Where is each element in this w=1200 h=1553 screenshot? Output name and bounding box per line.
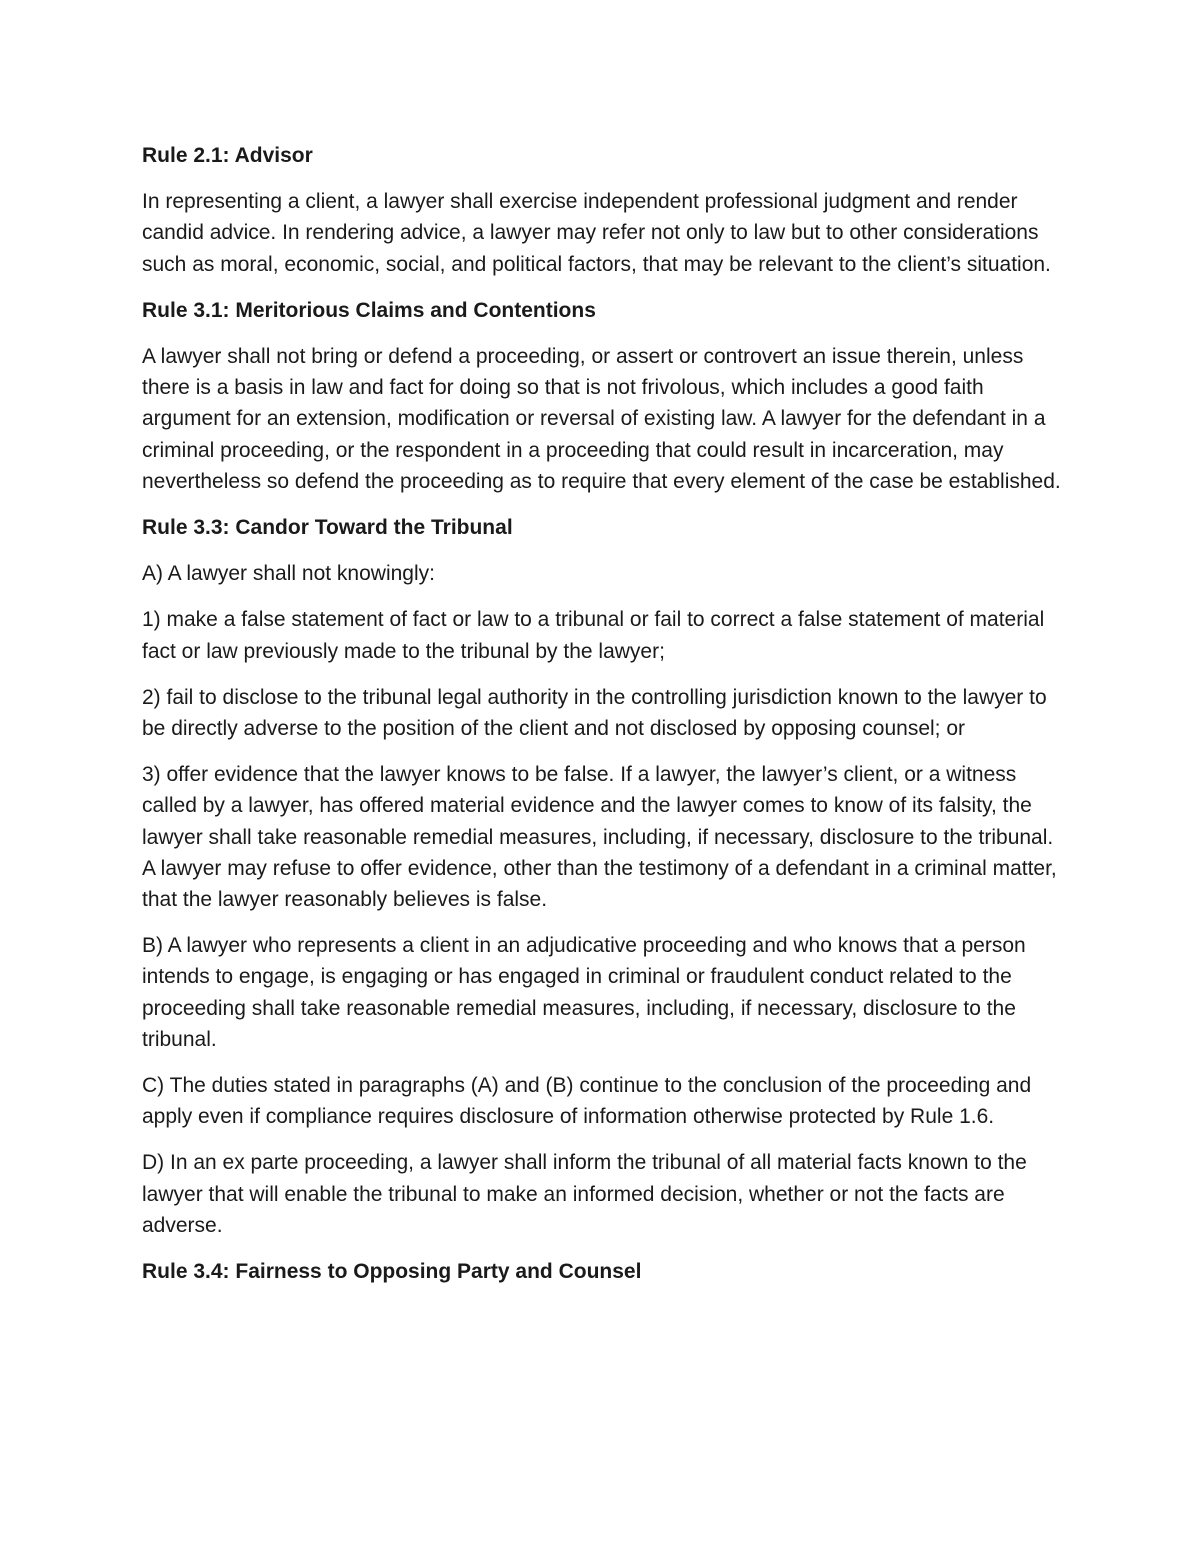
paragraph: 1) make a false statement of fact or law to a tribunal or fail to correct a false statement of material fact or law previously made to the tribunal by the lawyer; <box>142 608 1045 663</box>
rule-3-1-section <box>142 295 1062 497</box>
rule-3-3-section <box>142 512 1062 1241</box>
document-page <box>142 140 1062 1302</box>
paragraph: 3) offer evidence that the lawyer knows to be false. If a lawyer, the lawyer’s client, or a witness called by a lawyer, has offered material evidence and the lawyer comes to know of its falsity, the lawyer shall take reasonable remedial measures, including, if necessary, disclosure to the tribunal. A lawyer may refuse to offer evidence, other than the testimony of a defendant in a criminal matter, that the lawyer reasonably believes is false. <box>142 763 1057 912</box>
paragraph: In representing a client, a lawyer shall exercise independent professional judgment and render candid advice. In rendering advice, a lawyer may refer not only to law but to other considerations such as moral, economic, social, and political factors, that may be relevant to the client’s situation. <box>142 190 1051 276</box>
paragraph: A) A lawyer shall not knowingly: <box>142 562 435 586</box>
paragraph: C) The duties stated in paragraphs (A) and (B) continue to the conclusion of the proceeding and apply even if compliance requires disclosure of information otherwise protected by Rule 1.6. <box>142 1074 1032 1129</box>
paragraph: 2) fail to disclose to the tribunal legal authority in the controlling jurisdiction known to the lawyer to be directly adverse to the position of the client and not disclosed by opposing counsel; or <box>142 685 1047 741</box>
paragraph: D) In an ex parte proceeding, a lawyer shall inform the tribunal of all material facts known to the lawyer that will enable the tribunal to make an informed decision, whether or not the facts are adverse. <box>142 1151 1027 1237</box>
paragraph: A lawyer shall not bring or defend a proceeding, or assert or controvert an issue therein, unless there is a basis in law and fact for doing so that is not frivolous, which includes a good faith argument for an extension, modification or reversal of existing law. A lawyer for the defendant in a criminal proceeding, or the respondent in a proceeding that could result in incarceration, may nevertheless so defend the proceeding as to require that every element of the case be established. <box>142 345 1061 493</box>
rule-3-4-section <box>142 1256 1062 1287</box>
rule-2-1-section <box>142 140 1062 280</box>
section-heading: Rule 3.3: Candor Toward the Tribunal <box>142 516 513 540</box>
section-heading: Rule 3.1: Meritorious Claims and Contentions <box>142 298 596 322</box>
section-heading: Rule 2.1: Advisor <box>142 144 313 167</box>
section-heading: Rule 3.4: Fairness to Opposing Party and Counsel <box>142 1260 642 1284</box>
paragraph: B) A lawyer who represents a client in an adjudicative proceeding and who knows that a person intends to engage, is engaging or has engaged in criminal or fraudulent conduct related to the proceeding shall take reasonable remedial measures, including, if necessary, disclosure to the tribunal. <box>142 934 1026 1051</box>
